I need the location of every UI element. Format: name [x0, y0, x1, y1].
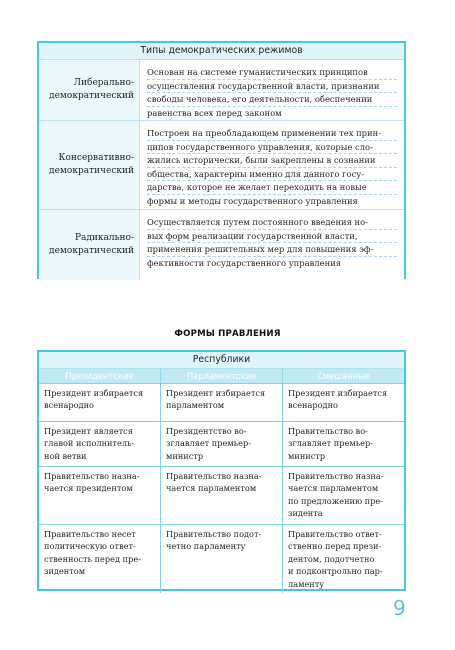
description-line: жились исторически, были закреплены в сознании: [147, 154, 397, 168]
regime-description: [140, 60, 404, 120]
page-number: 9: [393, 596, 406, 620]
regime-description: [140, 121, 404, 209]
description-line: вых форм реализации государственной власти,: [147, 230, 397, 244]
table-cell: Президент избирается парламентом: [161, 384, 283, 421]
table-cell: Президент избирается всенародно: [288, 388, 388, 411]
table-cell: Президентство во- зглавляет премьер- министр: [161, 422, 283, 466]
regime-name-text: Консервативно- демократический: [49, 153, 134, 176]
section-title: ФОРМЫ ПРАВЛЕНИЯ: [174, 329, 281, 339]
description-line: фективности государственного управления: [147, 257, 342, 268]
forms-of-government-table: [37, 350, 406, 591]
regime-name: [39, 60, 140, 120]
table-cell: Президент является главой исполнитель- ной ветви: [39, 422, 161, 466]
description-line: дарства, которое не желает переходить на новые: [147, 181, 397, 195]
description-line: осуществления государственной власти, признании: [147, 80, 397, 94]
table-cell: Правительство ответ- ственно перед прези- дентом, подотчетно и подконтрольно пар- ламенту: [288, 529, 383, 589]
regime-name: [39, 210, 140, 280]
regime-row-liberal: [39, 60, 404, 121]
column-header-parliamentary: Парламентские: [161, 369, 283, 383]
table-cell: Правительство назна- чается президентом: [39, 467, 161, 524]
regime-name-text: Либерально- демократический: [49, 78, 134, 101]
table-cell: Правительство несет политическую ответ- ственность перед пре- зидентом: [39, 525, 161, 593]
regime-description: [140, 210, 404, 280]
description-line: Построен на преобладающем применении тех прин-: [147, 127, 397, 141]
table-cell: Правительство назна- чается парламентом: [161, 467, 283, 524]
description-line: формы и методы государственного управления: [147, 195, 358, 206]
column-header-presidential: Президентские: [39, 369, 161, 383]
regime-name-text: Радикально- демократический: [49, 233, 134, 256]
table-row: [39, 384, 404, 422]
table-cell: Правительство во- зглавляет премьер- министр: [288, 426, 374, 461]
column-headers: [39, 369, 404, 384]
table-cell: Правительство подот- четно парламенту: [161, 525, 283, 593]
table-cell: Правительство назна- чается парламентом по предложению пре- зидента: [288, 471, 384, 519]
description-line: общества, характерны именно для данного госу-: [147, 168, 397, 182]
table-cell: Президент избирается всенародно: [39, 384, 161, 421]
table-row: [39, 525, 404, 593]
description-line: Основан на системе гуманистических принципов: [147, 66, 397, 80]
regimes-table-title: Типы демократических режимов: [39, 43, 404, 60]
table-row: [39, 422, 404, 467]
description-line: ципов государственного управления, которые сло-: [147, 141, 397, 155]
regime-row-radical: [39, 210, 404, 280]
regime-row-conservative: [39, 121, 404, 210]
table-row: [39, 467, 404, 525]
column-header-mixed: Смешанные: [317, 371, 370, 381]
description-line: Осуществляется путем постоянного введения но-: [147, 216, 397, 230]
description-line: применения решительных мер для повышения эф-: [147, 243, 397, 257]
democratic-regimes-table: [37, 41, 406, 279]
description-line: свободы человека, его деятельности, обеспечении: [147, 93, 397, 107]
republics-table-title: Республики: [39, 352, 404, 369]
description-line: равенства всех перед законом: [147, 107, 282, 118]
regime-name: [39, 121, 140, 209]
